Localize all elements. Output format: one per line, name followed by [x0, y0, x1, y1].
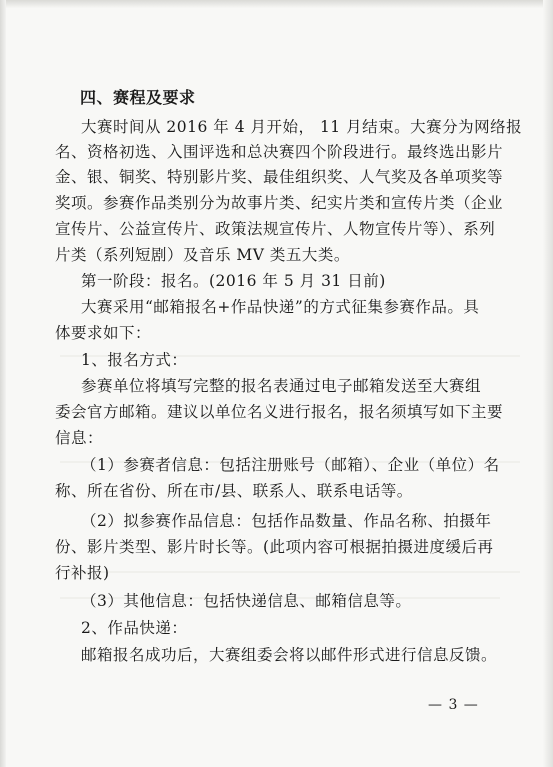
- paragraph-line: （1）参赛者信息：包括注册账号（邮箱）、企业（单位）名: [81, 456, 500, 474]
- page-number: — 3 —: [428, 697, 479, 713]
- scan-edge-top: [0, 0, 553, 8]
- paragraph-line: 1、报名方式：: [81, 351, 188, 369]
- section-heading: 四、赛程及要求: [80, 88, 196, 107]
- paragraph-line: 信息：: [55, 429, 104, 447]
- paragraph-line: 片类（系列短剧）及音乐 MV 类五大类。: [55, 246, 350, 264]
- paragraph-line: 参赛单位将填写完整的报名表通过电子邮箱发送至大赛组: [81, 377, 482, 395]
- paragraph-line: 金、银、铜奖、特别影片奖、最佳组织奖、人气奖及各单项奖等: [55, 168, 504, 186]
- paragraph-line: 行补报): [55, 564, 110, 582]
- paragraph-line: （2）拟参赛作品信息：包括作品数量、作品名称、拍摄年: [81, 512, 492, 530]
- paragraph-line: 份、影片类型、影片时长等。(此项内容可根据拍摄进度缓后再: [55, 538, 494, 556]
- paragraph-line: 宣传片、公益宣传片、政策法规宣传片、人物宣传片等）、系列: [55, 220, 496, 238]
- scan-edge-right: [543, 0, 553, 767]
- paragraph-line: 称、所在省份、所在市/县、联系人、联系电话等。: [55, 482, 413, 500]
- paragraph-line: 邮箱报名成功后，大赛组委会将以邮件形式进行信息反馈。: [81, 646, 498, 664]
- scan-edge-left: [0, 0, 6, 767]
- paragraph-line: （3）其他信息：包括快递信息、邮箱信息等。: [81, 592, 412, 610]
- paragraph-line: 体要求如下：: [55, 324, 152, 342]
- paragraph-line: 委会官方邮箱。建议以单位名义进行报名，报名须填写如下主要: [55, 403, 504, 421]
- paragraph-line: 奖项。参赛作品类别分为故事片类、纪实片类和宣传片类（企业: [55, 194, 504, 212]
- paragraph-line: 2、作品快递：: [81, 619, 188, 637]
- paragraph-line: 名、资格初选、入围评选和总决赛四个阶段进行。最终选出影片: [55, 143, 504, 161]
- paragraph-line: 大赛时间从 2016 年 4 月开始， 11 月结束。大赛分为网络报: [81, 118, 523, 136]
- paragraph-line: 第一阶段：报名。(2016 年 5 月 31 日前): [81, 272, 386, 290]
- paragraph-line: 大赛采用“邮箱报名+作品快递”的方式征集参赛作品。具: [81, 298, 480, 316]
